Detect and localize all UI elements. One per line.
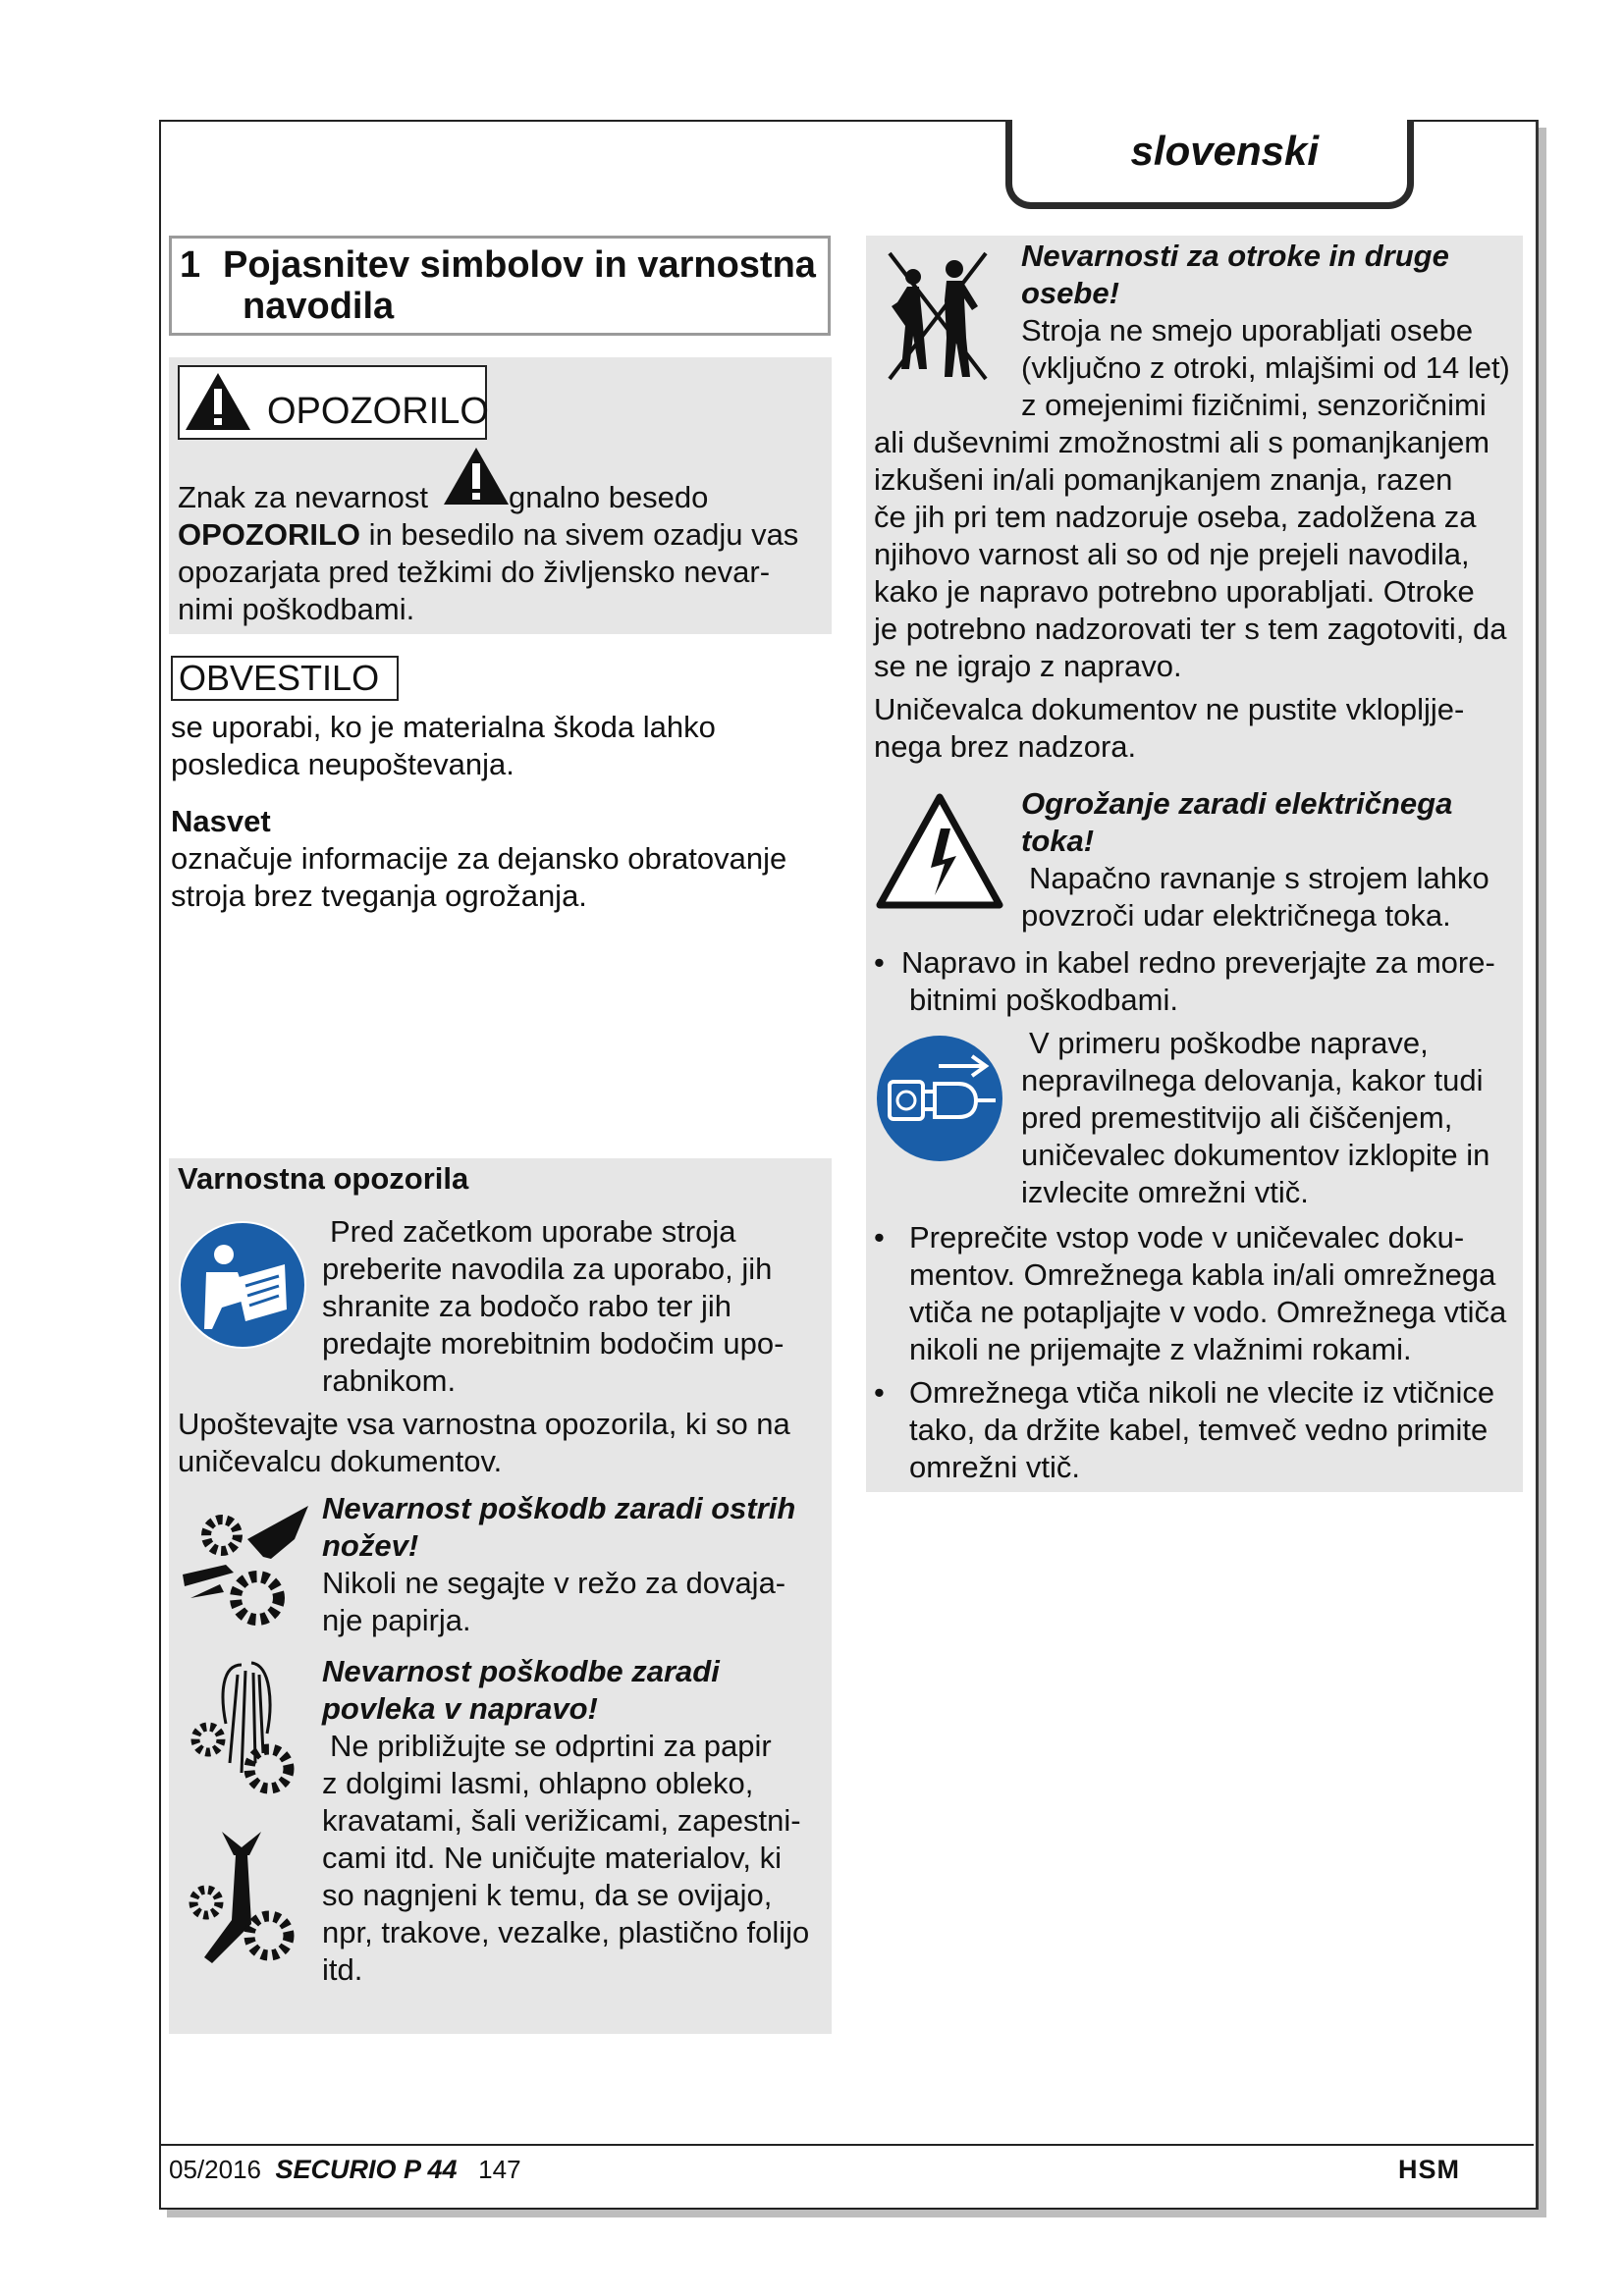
pull-line-7: itd. [322, 1952, 363, 1987]
safety-title: Varnostna opozorila [178, 1161, 469, 1196]
children-line-6: če jih pri tem nadzoruje oseba, zadolžena za [874, 500, 1477, 534]
blades-line-1: Nikoli ne segajte v režo za dovaja- [322, 1566, 786, 1600]
manual-line-1: Pred začetkom uporabe stroja [330, 1214, 736, 1249]
unplug-line-3: pred premestitvijo ali čiščenjem, [1021, 1100, 1453, 1135]
warning-line-3: opozarjata pred težkimi do življensko nevar- [178, 555, 771, 589]
notice-line-1: se uporabi, ko je materialna škoda lahko [171, 710, 716, 744]
footer-date: 05/2016 [169, 2155, 261, 2184]
manual-line-3: shranite za bodočo rabo ter jih [322, 1289, 732, 1323]
pull-title-1: Nevarnost poškodbe zaradi [322, 1654, 720, 1688]
bullet-3-marker: • [874, 1375, 885, 1410]
blades-title-2: nožev! [322, 1528, 419, 1563]
brand-logo: HSM [1398, 2155, 1460, 2184]
tip-line-2: stroja brez tveganja ogrožanja. [171, 879, 587, 913]
children-line-7: njihovo varnost ali so od nje prejeli navodila, [874, 537, 1470, 571]
warning-label: OPOZORILO [267, 391, 489, 432]
unattended-line-2: nega brez nadzora. [874, 729, 1137, 764]
tie-entanglement-icon [183, 1826, 310, 1973]
notice-line-2: posledica neupoštevanja. [171, 747, 514, 781]
unattended-line-1: Uničevalca dokumentov ne pustite vklopljje- [874, 692, 1465, 726]
section-title-line1: Pojasnitev simbolov in varnostna [223, 244, 816, 286]
tip-line-1: označuje informacije za dejansko obratovanje [171, 841, 787, 876]
unplug-line-4: uničevalec dokumentov izklopite in [1021, 1138, 1490, 1172]
footer-rule [161, 2144, 1534, 2146]
blades-line-2: nje papirja. [322, 1603, 471, 1637]
tip-label: Nasvet [171, 804, 271, 838]
electric-line-1: Napačno ravnanje s strojem lahko [1029, 861, 1489, 895]
language-tab [1005, 120, 1414, 209]
language-label: slovenski [1130, 128, 1319, 174]
footer [169, 2155, 521, 2185]
footer-page: 147 [478, 2155, 521, 2184]
manual-line-5: rabnikom. [322, 1363, 457, 1398]
observe-line-2: uničevalcu dokumentov. [178, 1444, 503, 1478]
manual-line-2: preberite navodila za uporabo, jih [322, 1252, 773, 1286]
bullet-3-line-3: omrežni vtič. [909, 1450, 1080, 1484]
children-title-2: osebe! [1021, 276, 1119, 310]
unplug-line-2: nepravilnega delovanja, kakor tudi [1021, 1063, 1484, 1097]
bullet-2-line-4: nikoli ne prijemajte z vlažnimi rokami. [909, 1332, 1412, 1366]
hair-entanglement-icon [183, 1655, 310, 1802]
section-heading [169, 236, 831, 336]
children-prohibited-icon [884, 247, 994, 385]
observe-line-1: Upoštevajte vsa varnostna opozorila, ki so na [178, 1407, 790, 1441]
children-line-1: Stroja ne smejo uporabljati osebe [1021, 313, 1474, 347]
notice-label: OBVESTILO [171, 656, 399, 701]
warning-line-1b: gnalno besedo [509, 480, 709, 514]
electric-line-2: povzroči udar električnega toka. [1021, 898, 1451, 933]
bullet-2-line-1: Preprečite vstop vode v uničevalec doku- [909, 1220, 1465, 1255]
warning-line-2: OPOZORILO in besedilo na sivem ozadju vas [178, 517, 799, 552]
manual-line-4: predajte morebitnim bodočim upo- [322, 1326, 785, 1361]
pull-line-3: kravatami, šali verižicami, zapestni- [322, 1803, 801, 1838]
bullet-1-line-1: Napravo in kabel redno preverjajte za more- [901, 945, 1495, 980]
unplug-line-5: izvlecite omrežni vtič. [1021, 1175, 1309, 1209]
children-line-3: z omejenimi fizičnimi, senzoričnimi [1021, 388, 1487, 422]
bullet-1-marker: • [874, 945, 885, 980]
bullet-3-line-1: Omrežnega vtiča nikoli ne vlecite iz vtičnice [909, 1375, 1495, 1410]
electric-title-1: Ogrožanje zaradi električnega [1021, 786, 1453, 821]
pull-line-4: cami itd. Ne uničujte materialov, ki [322, 1841, 783, 1875]
pull-line-1: Ne približujte se odprtini za papir [330, 1729, 772, 1763]
section-title-line2: navodila [243, 286, 395, 327]
pull-line-5: so nagnjeni k temu, da se ovijajo, [322, 1878, 773, 1912]
bullet-1-line-2: bitnimi poškodbami. [909, 983, 1178, 1017]
warning-line-1a: Znak za nevarnost [178, 480, 429, 514]
section-number: 1 [180, 244, 201, 286]
warning-line-4: nimi poškodbami. [178, 592, 415, 626]
pull-title-2: povleka v napravo! [322, 1691, 598, 1726]
sharp-blades-icon [177, 1500, 314, 1637]
read-manual-icon [177, 1219, 309, 1352]
bullet-2-line-2: mentov. Omrežnega kabla in/ali omrežnega [909, 1257, 1496, 1292]
bullet-2-marker: • [874, 1220, 885, 1255]
unplug-line-1: V primeru poškodbe naprave, [1029, 1026, 1429, 1060]
warning-triangle-icon [184, 371, 252, 432]
bullet-2-line-3: vtiča ne potapljajte v vodo. Omrežnega vtiča [909, 1295, 1507, 1329]
pull-line-2: z dolgimi lasmi, ohlapno obleko, [322, 1766, 754, 1800]
blades-title-1: Nevarnost poškodb zaradi ostrih [322, 1491, 796, 1525]
bullet-3-line-2: tako, da držite kabel, temveč vedno primite [909, 1413, 1489, 1447]
children-line-5: izkušeni in/ali pomanjkanjem znanja, razen [874, 462, 1453, 497]
children-line-4: ali duševnimi zmožnostmi ali s pomanjkanjem [874, 425, 1490, 459]
electric-title-2: toka! [1021, 824, 1095, 858]
children-title-1: Nevarnosti za otroke in druge [1021, 239, 1449, 273]
children-line-9: je potrebno nadzorovati ter s tem zagotoviti, da [874, 612, 1507, 646]
unplug-icon [874, 1033, 1005, 1164]
children-line-10: se ne igrajo z napravo. [874, 649, 1182, 683]
children-line-8: kako je napravo potrebno uporabljati. Otroke [874, 574, 1475, 609]
children-line-2: (vključno z otroki, mlajšimi od 14 let) [1021, 350, 1510, 385]
footer-model: SECURIO P 44 [275, 2155, 458, 2184]
warning-triangle-inline-icon [442, 446, 511, 508]
electric-shock-icon [876, 793, 1003, 909]
pull-line-6: npr, trakove, vezalke, plastično folijo [322, 1915, 810, 1949]
